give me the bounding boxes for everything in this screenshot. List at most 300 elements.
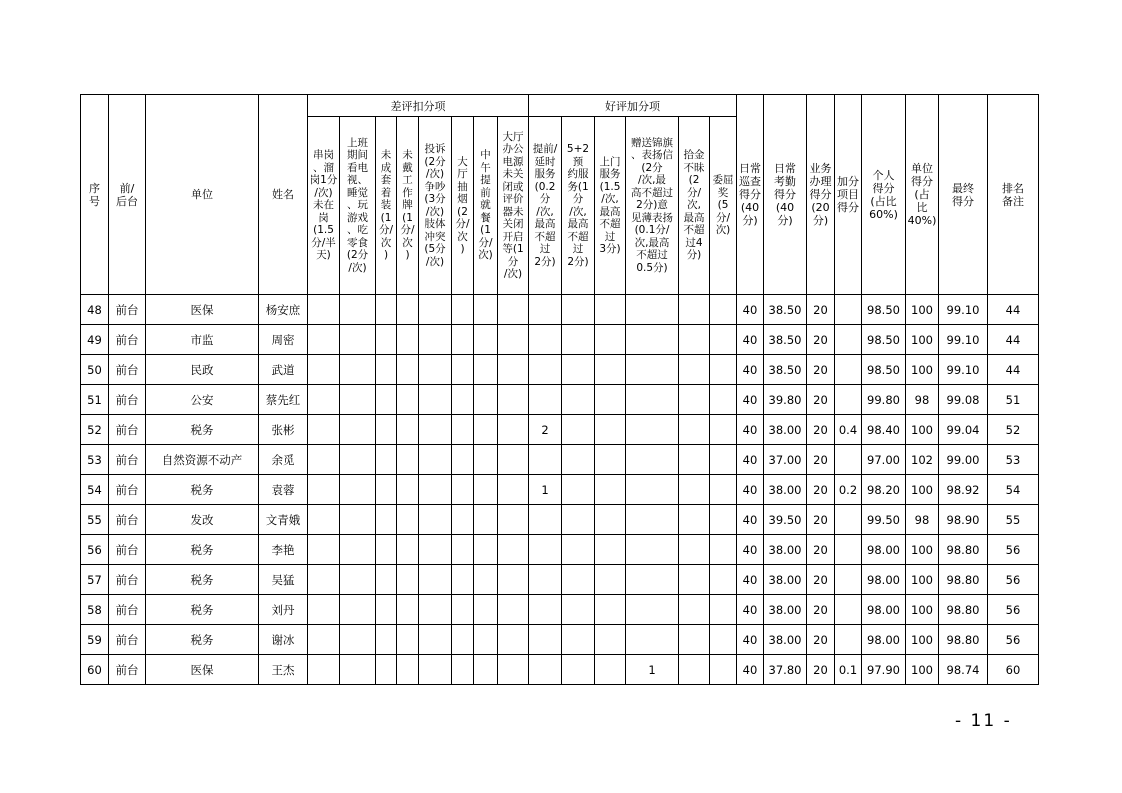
cell-c3 [376, 595, 397, 625]
header-seq: 序 号 [81, 95, 109, 295]
cell-unit: 医保 [146, 655, 259, 685]
cell-unit: 税务 [146, 415, 259, 445]
cell-g5 [679, 535, 710, 565]
header-bad-8: 大厅 办公 电源 未关 闭或 评价 器未 关闭 开启 等(1 分 /次) [498, 117, 529, 295]
cell-g6 [710, 445, 737, 475]
cell-c4 [397, 385, 419, 415]
header-bonus: 加分 项目 得分 [835, 95, 862, 295]
header-bad-4: 未 戴 工 作 牌 (1 分/ 次 ) [397, 117, 419, 295]
table-row [81, 535, 1039, 565]
cell-g2 [562, 535, 595, 565]
cell-c6 [452, 535, 474, 565]
cell-biz: 20 [807, 385, 835, 415]
page-number: - 11 - [955, 711, 1012, 731]
cell-c5 [419, 415, 452, 445]
cell-rank: 53 [988, 445, 1039, 475]
cell-c5 [419, 595, 452, 625]
header-personal: 个人 得分 (占比 60%) [862, 95, 906, 295]
cell-g2 [562, 295, 595, 325]
cell-personal: 98.50 [862, 355, 906, 385]
cell-unit: 税务 [146, 475, 259, 505]
cell-personal: 98.50 [862, 295, 906, 325]
cell-name: 周密 [259, 325, 308, 355]
cell-final: 98.80 [939, 625, 988, 655]
cell-g4 [626, 445, 679, 475]
cell-name: 张彬 [259, 415, 308, 445]
cell-attend: 37.80 [764, 655, 807, 685]
cell-bonus [835, 385, 862, 415]
header-bad-2: 上班 期间 看电 视、 睡觉 、玩 游戏 、吃 零食 (2分 /次) [340, 117, 376, 295]
cell-bonus [835, 535, 862, 565]
cell-g4 [626, 595, 679, 625]
cell-c6 [452, 325, 474, 355]
cell-c4 [397, 325, 419, 355]
cell-g1 [529, 325, 562, 355]
cell-patrol: 40 [737, 565, 764, 595]
cell-bonus [835, 295, 862, 325]
cell-final: 99.04 [939, 415, 988, 445]
cell-g4 [626, 625, 679, 655]
cell-desk: 前台 [109, 355, 146, 385]
cell-biz: 20 [807, 595, 835, 625]
cell-g2 [562, 385, 595, 415]
cell-unitscore: 100 [906, 655, 939, 685]
cell-personal: 98.00 [862, 595, 906, 625]
cell-c7 [474, 355, 498, 385]
cell-unitscore: 100 [906, 475, 939, 505]
cell-seq: 50 [81, 355, 109, 385]
cell-c1 [308, 505, 340, 535]
cell-desk: 前台 [109, 295, 146, 325]
cell-rank: 44 [988, 325, 1039, 355]
header-rank: 排名 备注 [988, 95, 1039, 295]
cell-g1 [529, 355, 562, 385]
cell-c3 [376, 355, 397, 385]
cell-name: 文青娥 [259, 505, 308, 535]
cell-final: 98.90 [939, 505, 988, 535]
cell-g4 [626, 355, 679, 385]
cell-bonus [835, 445, 862, 475]
cell-c8 [498, 385, 529, 415]
cell-final: 98.80 [939, 535, 988, 565]
cell-rank: 54 [988, 475, 1039, 505]
table-row [81, 355, 1039, 385]
cell-patrol: 40 [737, 475, 764, 505]
cell-desk: 前台 [109, 565, 146, 595]
table-row [81, 625, 1039, 655]
cell-c3 [376, 535, 397, 565]
cell-c1 [308, 625, 340, 655]
header-final: 最终 得分 [939, 95, 988, 295]
header-bad-5: 投诉 (2分 /次) 争吵 (3分 /次) 肢体 冲突 (5分 /次) [419, 117, 452, 295]
cell-c6 [452, 505, 474, 535]
cell-c3 [376, 475, 397, 505]
cell-rank: 56 [988, 595, 1039, 625]
cell-g2 [562, 595, 595, 625]
cell-personal: 97.90 [862, 655, 906, 685]
table-row [81, 565, 1039, 595]
cell-rank: 44 [988, 355, 1039, 385]
cell-c7 [474, 625, 498, 655]
cell-name: 袁蓉 [259, 475, 308, 505]
cell-g3 [595, 655, 626, 685]
cell-patrol: 40 [737, 505, 764, 535]
cell-g6 [710, 415, 737, 445]
cell-c1 [308, 445, 340, 475]
cell-g2 [562, 415, 595, 445]
cell-g5 [679, 385, 710, 415]
cell-attend: 39.80 [764, 385, 807, 415]
cell-final: 99.10 [939, 295, 988, 325]
cell-patrol: 40 [737, 355, 764, 385]
cell-biz: 20 [807, 445, 835, 475]
table-header [81, 95, 1039, 295]
cell-g1 [529, 295, 562, 325]
cell-c3 [376, 625, 397, 655]
cell-c1 [308, 295, 340, 325]
cell-unit: 税务 [146, 535, 259, 565]
cell-g2 [562, 475, 595, 505]
cell-bonus [835, 625, 862, 655]
cell-g3 [595, 445, 626, 475]
cell-g3 [595, 385, 626, 415]
cell-c8 [498, 355, 529, 385]
cell-g4 [626, 535, 679, 565]
cell-desk: 前台 [109, 325, 146, 355]
cell-c4 [397, 595, 419, 625]
header-name: 姓名 [259, 95, 308, 295]
cell-desk: 前台 [109, 505, 146, 535]
cell-c7 [474, 415, 498, 445]
cell-patrol: 40 [737, 325, 764, 355]
cell-final: 98.80 [939, 565, 988, 595]
cell-unit: 公安 [146, 385, 259, 415]
cell-c4 [397, 655, 419, 685]
cell-final: 98.80 [939, 595, 988, 625]
header-good-3: 上门 服务 (1.5 /次, 最高 不超 过 3分) [595, 117, 626, 295]
cell-c7 [474, 445, 498, 475]
cell-c2 [340, 535, 376, 565]
cell-rank: 56 [988, 565, 1039, 595]
cell-desk: 前台 [109, 445, 146, 475]
cell-g6 [710, 595, 737, 625]
cell-g6 [710, 355, 737, 385]
cell-bonus [835, 565, 862, 595]
cell-g6 [710, 505, 737, 535]
cell-g5 [679, 565, 710, 595]
cell-c2 [340, 625, 376, 655]
cell-personal: 99.80 [862, 385, 906, 415]
cell-attend: 37.00 [764, 445, 807, 475]
cell-g6 [710, 655, 737, 685]
cell-personal: 98.00 [862, 535, 906, 565]
cell-g5 [679, 325, 710, 355]
cell-personal: 98.40 [862, 415, 906, 445]
cell-g5 [679, 295, 710, 325]
cell-c1 [308, 325, 340, 355]
cell-g1 [529, 505, 562, 535]
cell-patrol: 40 [737, 415, 764, 445]
cell-c2 [340, 355, 376, 385]
cell-c5 [419, 505, 452, 535]
cell-desk: 前台 [109, 625, 146, 655]
table-row [81, 505, 1039, 535]
cell-c4 [397, 355, 419, 385]
cell-unitscore: 100 [906, 535, 939, 565]
table-row [81, 655, 1039, 685]
cell-g4 [626, 325, 679, 355]
cell-rank: 52 [988, 415, 1039, 445]
cell-personal: 97.00 [862, 445, 906, 475]
cell-bonus: 0.1 [835, 655, 862, 685]
cell-c8 [498, 295, 529, 325]
cell-g1 [529, 535, 562, 565]
cell-g1 [529, 565, 562, 595]
table-row [81, 385, 1039, 415]
cell-g1 [529, 385, 562, 415]
cell-biz: 20 [807, 295, 835, 325]
cell-c8 [498, 475, 529, 505]
header-good-1: 提前/ 延时 服务 (0.2 分 /次, 最高 不超 过 2分) [529, 117, 562, 295]
cell-biz: 20 [807, 325, 835, 355]
cell-rank: 44 [988, 295, 1039, 325]
cell-c6 [452, 385, 474, 415]
header-bad-1: 串岗 、溜 岗1分 /次) 未在 岗 (1.5 分/半 天) [308, 117, 340, 295]
cell-c4 [397, 535, 419, 565]
cell-c1 [308, 655, 340, 685]
cell-g4 [626, 385, 679, 415]
cell-unitscore: 98 [906, 505, 939, 535]
cell-g5 [679, 655, 710, 685]
cell-g2 [562, 655, 595, 685]
cell-attend: 38.00 [764, 595, 807, 625]
header-bad-6: 大 厅 抽 烟 (2 分/ 次 ) [452, 117, 474, 295]
cell-c7 [474, 505, 498, 535]
cell-c7 [474, 565, 498, 595]
cell-c8 [498, 655, 529, 685]
cell-c8 [498, 625, 529, 655]
cell-biz: 20 [807, 505, 835, 535]
cell-c1 [308, 565, 340, 595]
cell-c7 [474, 325, 498, 355]
cell-c2 [340, 445, 376, 475]
cell-g2 [562, 445, 595, 475]
score-table [80, 94, 1039, 685]
cell-unit: 医保 [146, 295, 259, 325]
cell-name: 余觅 [259, 445, 308, 475]
header-bad-group: 差评扣分项 [308, 95, 529, 117]
cell-bonus: 0.4 [835, 415, 862, 445]
cell-g1 [529, 595, 562, 625]
cell-attend: 38.50 [764, 295, 807, 325]
cell-g2 [562, 565, 595, 595]
cell-c3 [376, 505, 397, 535]
cell-c4 [397, 625, 419, 655]
cell-g3 [595, 535, 626, 565]
cell-unitscore: 100 [906, 415, 939, 445]
cell-seq: 57 [81, 565, 109, 595]
cell-attend: 39.50 [764, 505, 807, 535]
cell-c1 [308, 355, 340, 385]
cell-name: 杨安庶 [259, 295, 308, 325]
cell-unitscore: 100 [906, 325, 939, 355]
cell-name: 王杰 [259, 655, 308, 685]
cell-final: 98.92 [939, 475, 988, 505]
header-desk: 前/ 后台 [109, 95, 146, 295]
cell-seq: 55 [81, 505, 109, 535]
cell-c2 [340, 505, 376, 535]
cell-name: 吴猛 [259, 565, 308, 595]
cell-bonus [835, 595, 862, 625]
cell-unitscore: 102 [906, 445, 939, 475]
cell-c4 [397, 475, 419, 505]
cell-c3 [376, 295, 397, 325]
cell-c7 [474, 295, 498, 325]
cell-g4: 1 [626, 655, 679, 685]
cell-c4 [397, 295, 419, 325]
cell-g3 [595, 295, 626, 325]
cell-g3 [595, 355, 626, 385]
cell-g4 [626, 295, 679, 325]
cell-c6 [452, 565, 474, 595]
cell-name: 蔡先红 [259, 385, 308, 415]
header-good-4: 赠送锦旗 、表扬信 (2分 /次,最 高不超过 2分)意 见薄表扬 (0.1分/ 次,最高 不超过 0.5分) [626, 117, 679, 295]
cell-personal: 98.00 [862, 625, 906, 655]
cell-bonus [835, 355, 862, 385]
cell-biz: 20 [807, 475, 835, 505]
cell-g1 [529, 445, 562, 475]
cell-g1: 2 [529, 415, 562, 445]
cell-g4 [626, 505, 679, 535]
cell-seq: 58 [81, 595, 109, 625]
cell-unitscore: 100 [906, 295, 939, 325]
cell-biz: 20 [807, 565, 835, 595]
cell-c5 [419, 355, 452, 385]
cell-unit: 民政 [146, 355, 259, 385]
cell-c5 [419, 325, 452, 355]
cell-rank: 56 [988, 535, 1039, 565]
cell-g5 [679, 505, 710, 535]
cell-biz: 20 [807, 625, 835, 655]
cell-c3 [376, 565, 397, 595]
cell-c4 [397, 505, 419, 535]
cell-g5 [679, 445, 710, 475]
cell-g5 [679, 595, 710, 625]
cell-g6 [710, 295, 737, 325]
cell-c6 [452, 625, 474, 655]
cell-c1 [308, 595, 340, 625]
header-good-2: 5+2预 约服 务(1 分 /次, 最高 不超 过 2分) [562, 117, 595, 295]
cell-c6 [452, 595, 474, 625]
cell-attend: 38.00 [764, 565, 807, 595]
cell-c3 [376, 655, 397, 685]
cell-c8 [498, 415, 529, 445]
cell-g1: 1 [529, 475, 562, 505]
cell-c3 [376, 415, 397, 445]
cell-c4 [397, 415, 419, 445]
cell-g6 [710, 385, 737, 415]
cell-c8 [498, 535, 529, 565]
cell-c6 [452, 655, 474, 685]
cell-c5 [419, 565, 452, 595]
cell-rank: 55 [988, 505, 1039, 535]
cell-c3 [376, 385, 397, 415]
cell-attend: 38.00 [764, 625, 807, 655]
cell-rank: 60 [988, 655, 1039, 685]
cell-g3 [595, 415, 626, 445]
cell-c7 [474, 535, 498, 565]
cell-c7 [474, 655, 498, 685]
cell-rank: 56 [988, 625, 1039, 655]
cell-g2 [562, 505, 595, 535]
cell-rank: 51 [988, 385, 1039, 415]
cell-c1 [308, 475, 340, 505]
cell-c4 [397, 565, 419, 595]
cell-personal: 98.20 [862, 475, 906, 505]
cell-seq: 59 [81, 625, 109, 655]
cell-c5 [419, 445, 452, 475]
cell-c2 [340, 415, 376, 445]
cell-g3 [595, 565, 626, 595]
cell-g4 [626, 475, 679, 505]
cell-unit: 市监 [146, 325, 259, 355]
cell-patrol: 40 [737, 385, 764, 415]
cell-attend: 38.00 [764, 475, 807, 505]
cell-name: 谢冰 [259, 625, 308, 655]
cell-name: 武道 [259, 355, 308, 385]
cell-seq: 56 [81, 535, 109, 565]
cell-c2 [340, 595, 376, 625]
cell-biz: 20 [807, 355, 835, 385]
cell-g5 [679, 625, 710, 655]
cell-c6 [452, 415, 474, 445]
cell-c2 [340, 565, 376, 595]
table-row [81, 415, 1039, 445]
cell-seq: 48 [81, 295, 109, 325]
cell-c2 [340, 475, 376, 505]
table-row [81, 475, 1039, 505]
cell-c8 [498, 325, 529, 355]
cell-unit: 发改 [146, 505, 259, 535]
cell-bonus [835, 325, 862, 355]
table-row [81, 295, 1039, 325]
cell-c8 [498, 595, 529, 625]
header-bad-3: 未 成 套 着 装 (1 分/ 次 ) [376, 117, 397, 295]
cell-c6 [452, 295, 474, 325]
header-unitscore: 单位 得分 (占 比 40%) [906, 95, 939, 295]
cell-attend: 38.00 [764, 415, 807, 445]
table-row [81, 595, 1039, 625]
cell-biz: 20 [807, 535, 835, 565]
cell-g6 [710, 535, 737, 565]
cell-unit: 税务 [146, 625, 259, 655]
header-attend: 日常 考勤 得分 (40 分) [764, 95, 807, 295]
cell-personal: 98.00 [862, 565, 906, 595]
cell-c3 [376, 325, 397, 355]
cell-c5 [419, 655, 452, 685]
cell-final: 99.08 [939, 385, 988, 415]
cell-desk: 前台 [109, 655, 146, 685]
cell-unitscore: 100 [906, 625, 939, 655]
cell-c2 [340, 385, 376, 415]
cell-c2 [340, 655, 376, 685]
cell-g2 [562, 355, 595, 385]
cell-c7 [474, 385, 498, 415]
cell-name: 李艳 [259, 535, 308, 565]
table-row [81, 445, 1039, 475]
cell-g3 [595, 625, 626, 655]
cell-seq: 60 [81, 655, 109, 685]
